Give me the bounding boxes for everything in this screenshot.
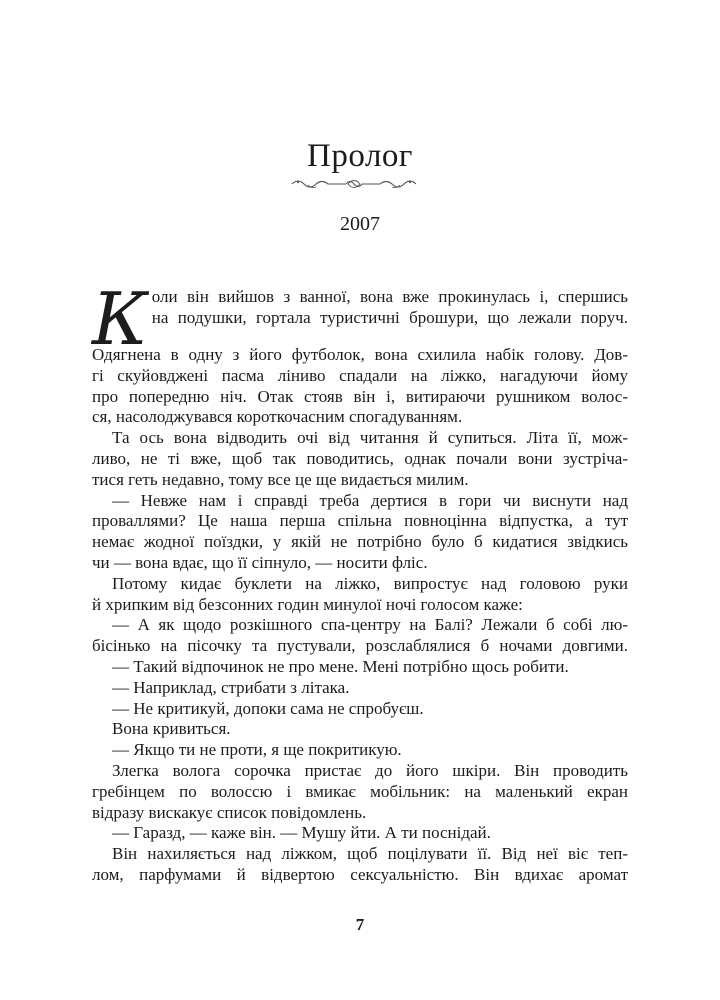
text-line: — А як щодо розкішного спа-центру на Балі? Лежали б собі лю- — [112, 615, 628, 635]
text-line: проваллями? Це наша перша спільна повноцінна відпустка, а тут — [92, 511, 628, 531]
text-line: Він нахиляється над ліжком, щоб поцілувати її. Від неї віє теп- — [112, 844, 628, 864]
text-line: немає жодної поїздки, у якій не потрібно було б кидатися звідкись — [92, 532, 628, 552]
text-line: лом, парфумами й відвертою сексуальністю. Він вдихає аромат — [92, 864, 628, 884]
chapter-title: Пролог — [307, 138, 413, 174]
text-line: Потому кидає буклети на ліжко, випростує над головою руки — [112, 573, 628, 593]
chapter-year: 2007 — [340, 213, 380, 235]
text-line: на подушки, гортала туристичні брошури, що лежали поруч. — [151, 307, 628, 327]
text-line: чи — вона вдає, що її сіпнуло, — носити фліс. — [92, 552, 428, 572]
text-line: Злегка волога сорочка пристає до його шкіри. Він проводить — [112, 760, 628, 780]
text-line: Вона кривиться. — [112, 719, 231, 739]
text-line: Та ось вона відводить очі від читання й супиться. Літа її, мож- — [112, 428, 628, 448]
text-line: відразу вискакує список повідомлень. — [92, 802, 367, 822]
text-line: ся, насолоджувався короткочасним спогадуванням. — [92, 407, 463, 427]
text-line: ливо, не ті вже, щоб так поводитись, однак почали вони зустріча- — [92, 448, 628, 468]
drop-cap: К — [92, 277, 148, 361]
text-line: про попередню ніч. Отак стояв він і, витираючи рушником волос- — [92, 386, 628, 406]
ornament-divider-icon — [288, 176, 420, 192]
text-line: гребінцем по волоссю і вмикає мобільник: на маленький екран — [92, 781, 628, 801]
text-line: — Наприклад, стрибати з літака. — [112, 677, 350, 697]
text-line: — Не критикуй, допоки сама не спробуєш. — [112, 698, 424, 718]
text-line: — Невже нам і справді треба дертися в гори чи виснути над — [112, 490, 628, 510]
text-line: гі скуйовджені пасма ліниво спадали на ліжко, нагадуючи йому — [92, 365, 628, 385]
body-text — [92, 277, 628, 886]
page-number: 7 — [355, 915, 365, 934]
text-line: тися геть недавно, тому все це ще видається милим. — [92, 469, 469, 489]
text-line: Одягнена в одну з його футболок, вона схилила набік голову. Дов- — [92, 345, 628, 364]
text-line: й хрипким від безсонних годин минулої ночі голосом каже: — [92, 594, 523, 614]
text-line: — Якщо ти не проти, я ще покритикую. — [112, 740, 402, 760]
text-line: оли він вийшов з ванної, вона вже прокинулась і, спершись — [151, 287, 628, 306]
text-line: бісінько на пісочку та пустували, розслаблялися б ночами довгими. — [92, 636, 628, 656]
text-line: — Такий відпочинок не про мене. Мені потрібно щось робити. — [112, 656, 569, 676]
text-line: — Гаразд, — каже він. — Мушу йти. А ти поснідай. — [112, 823, 491, 843]
